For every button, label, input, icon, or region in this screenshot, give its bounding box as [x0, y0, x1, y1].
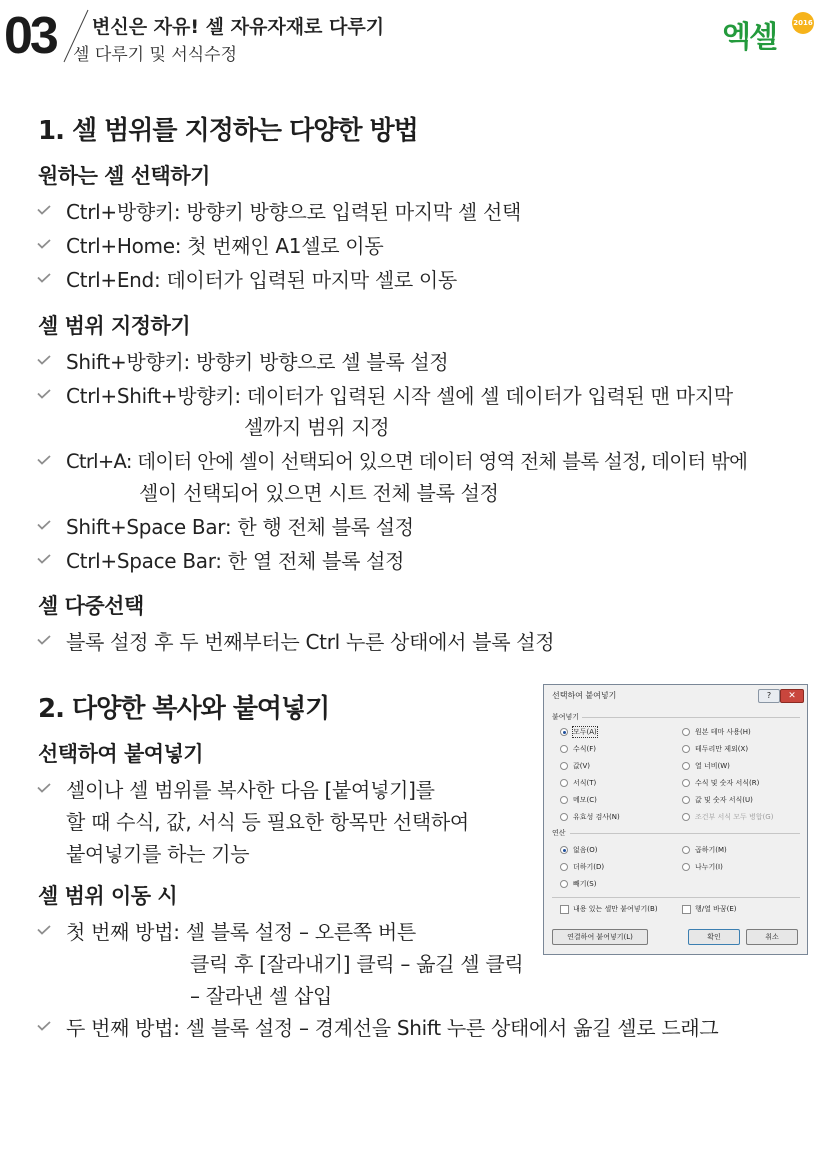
paste-option-formulas-number-formats[interactable]: 수식 및 숫자 서식(R) — [682, 778, 759, 788]
list-item-continuation: 클릭 후 [잘라내기] 클릭 – 옮길 셀 클릭 — [190, 952, 524, 976]
operation-option-divide[interactable]: 나누기(I) — [682, 862, 723, 872]
radio-icon — [682, 813, 690, 821]
list-item: Shift+Space Bar: 한 행 전체 블록 설정 — [66, 515, 414, 539]
list-item: 블록 설정 후 두 번째부터는 Ctrl 누른 상태에서 블록 설정 — [66, 630, 555, 654]
operation-option-multiply[interactable]: 곱하기(M) — [682, 845, 727, 855]
radio-icon — [560, 762, 568, 770]
paste-option-values-number-formats[interactable]: 값 및 숫자 서식(U) — [682, 795, 753, 805]
chapter-title: 변신은 자유! 셀 자유자재로 다루기 — [92, 16, 385, 38]
chapter-number: 03 — [4, 7, 56, 65]
paste-option-formats[interactable]: 서식(T) — [560, 778, 596, 788]
radio-icon — [560, 863, 568, 871]
list-item-continuation: 셀까지 범위 지정 — [244, 415, 390, 439]
check-icon — [37, 635, 51, 645]
paste-link-button[interactable]: 연결하여 붙여넣기(L) — [552, 929, 648, 945]
ok-button[interactable]: 확인 — [688, 929, 740, 945]
check-icon — [37, 925, 51, 935]
radio-icon — [560, 813, 568, 821]
paste-option-formulas[interactable]: 수식(F) — [560, 744, 596, 754]
check-icon — [37, 239, 51, 249]
radio-icon — [682, 846, 690, 854]
radio-icon — [560, 880, 568, 888]
dialog-title: 선택하여 붙여넣기 — [552, 691, 617, 700]
list-item-continuation: – 잘라낸 셀 삽입 — [190, 984, 332, 1008]
radio-icon — [682, 796, 690, 804]
group-divider — [552, 897, 800, 898]
check-icon — [37, 355, 51, 365]
operation-option-subtract[interactable]: 빼기(S) — [560, 879, 596, 889]
group-multi-select-title: 셀 다중선택 — [38, 594, 144, 618]
paste-option-column-widths[interactable]: 열 너비(W) — [682, 761, 730, 771]
logo-year-badge: 2016 — [792, 12, 814, 34]
list-item-continuation: 붙여넣기를 하는 기능 — [66, 842, 250, 866]
check-icon — [37, 1021, 51, 1031]
paste-option-all[interactable]: 모두(A) — [560, 727, 597, 737]
transpose-checkbox[interactable]: 행/열 바꿈(E) — [682, 904, 737, 914]
group-select-cell-title: 원하는 셀 선택하기 — [38, 164, 210, 188]
paste-option-validation[interactable]: 유효성 검사(N) — [560, 812, 620, 822]
list-item-continuation: 셀이 선택되어 있으면 시트 전체 블록 설정 — [139, 481, 499, 505]
radio-icon — [682, 762, 690, 770]
list-item: Ctrl+A: 데이터 안에 셀이 선택되어 있으면 데이터 영역 전체 블록 설정, 데이터 밖에 — [66, 450, 748, 473]
page-header — [0, 0, 830, 80]
chapter-subtitle: 셀 다루기 및 서식수정 — [73, 45, 238, 65]
group-paste-special-title: 선택하여 붙여넣기 — [38, 742, 204, 766]
list-item: Ctrl+Space Bar: 한 열 전체 블록 설정 — [66, 549, 405, 573]
list-item: 첫 번째 방법: 셀 블록 설정 – 오른쪽 버튼 — [66, 920, 416, 944]
close-button[interactable]: ✕ — [780, 689, 804, 703]
operation-group-label: 연산 — [552, 829, 566, 837]
list-item: Ctrl+방향키: 방향키 방향으로 입력된 마지막 셀 선택 — [66, 200, 522, 224]
skip-blanks-checkbox[interactable]: 내용 있는 셀만 붙여넣기(B) — [560, 904, 658, 914]
paste-option-values[interactable]: 값(V) — [560, 761, 590, 771]
check-icon — [37, 389, 51, 399]
paste-option-source-theme[interactable]: 원본 테마 사용(H) — [682, 727, 751, 737]
paste-option-merge-conditional[interactable]: 조건부 서식 모두 병합(G) — [682, 812, 773, 822]
paste-group-label: 붙여넣기 — [552, 713, 580, 721]
group-divider — [570, 833, 800, 834]
operation-option-none[interactable]: 없음(O) — [560, 845, 598, 855]
section1-title: 1. 셀 범위를 지정하는 다양한 방법 — [38, 116, 418, 146]
radio-icon — [682, 728, 690, 736]
checkbox-icon — [682, 905, 691, 914]
radio-icon — [682, 779, 690, 787]
check-icon — [37, 783, 51, 793]
radio-selected-icon — [560, 846, 568, 854]
radio-icon — [682, 863, 690, 871]
group-divider — [582, 717, 800, 718]
list-item: Shift+방향키: 방향키 방향으로 셀 블록 설정 — [66, 350, 449, 374]
excel-logo: 엑셀 — [722, 20, 776, 55]
radio-selected-icon — [560, 728, 568, 736]
list-item: Ctrl+Home: 첫 번째인 A1셀로 이동 — [66, 234, 384, 258]
radio-icon — [560, 796, 568, 804]
cancel-button[interactable]: 취소 — [746, 929, 798, 945]
check-icon — [37, 520, 51, 530]
radio-icon — [560, 745, 568, 753]
group-range-title: 셀 범위 지정하기 — [38, 314, 191, 338]
paste-special-dialog — [543, 684, 808, 955]
list-item: 셀이나 셀 범위를 복사한 다음 [붙여넣기]를 — [66, 778, 435, 802]
paste-option-comments[interactable]: 메모(C) — [560, 795, 597, 805]
check-icon — [37, 205, 51, 215]
list-item: Ctrl+Shift+방향키: 데이터가 입력된 시작 셀에 셀 데이터가 입력된 맨 마지막 — [66, 384, 733, 408]
checkbox-icon — [560, 905, 569, 914]
list-item: 두 번째 방법: 셀 블록 설정 – 경계선을 Shift 누른 상태에서 옮길 셀로 드래그 — [66, 1016, 719, 1040]
operation-option-add[interactable]: 더하기(D) — [560, 862, 604, 872]
radio-icon — [560, 779, 568, 787]
list-item-continuation: 할 때 수식, 값, 서식 등 필요한 항목만 선택하여 — [66, 810, 469, 834]
section2-title: 2. 다양한 복사와 붙여넣기 — [38, 694, 330, 724]
group-move-range-title: 셀 범위 이동 시 — [38, 884, 178, 908]
list-item: Ctrl+End: 데이터가 입력된 마지막 셀로 이동 — [66, 268, 457, 292]
check-icon — [37, 273, 51, 283]
paste-option-except-borders[interactable]: 테두리만 제외(X) — [682, 744, 748, 754]
check-icon — [37, 554, 51, 564]
radio-icon — [682, 745, 690, 753]
check-icon — [37, 455, 51, 465]
help-button[interactable]: ? — [758, 689, 780, 703]
